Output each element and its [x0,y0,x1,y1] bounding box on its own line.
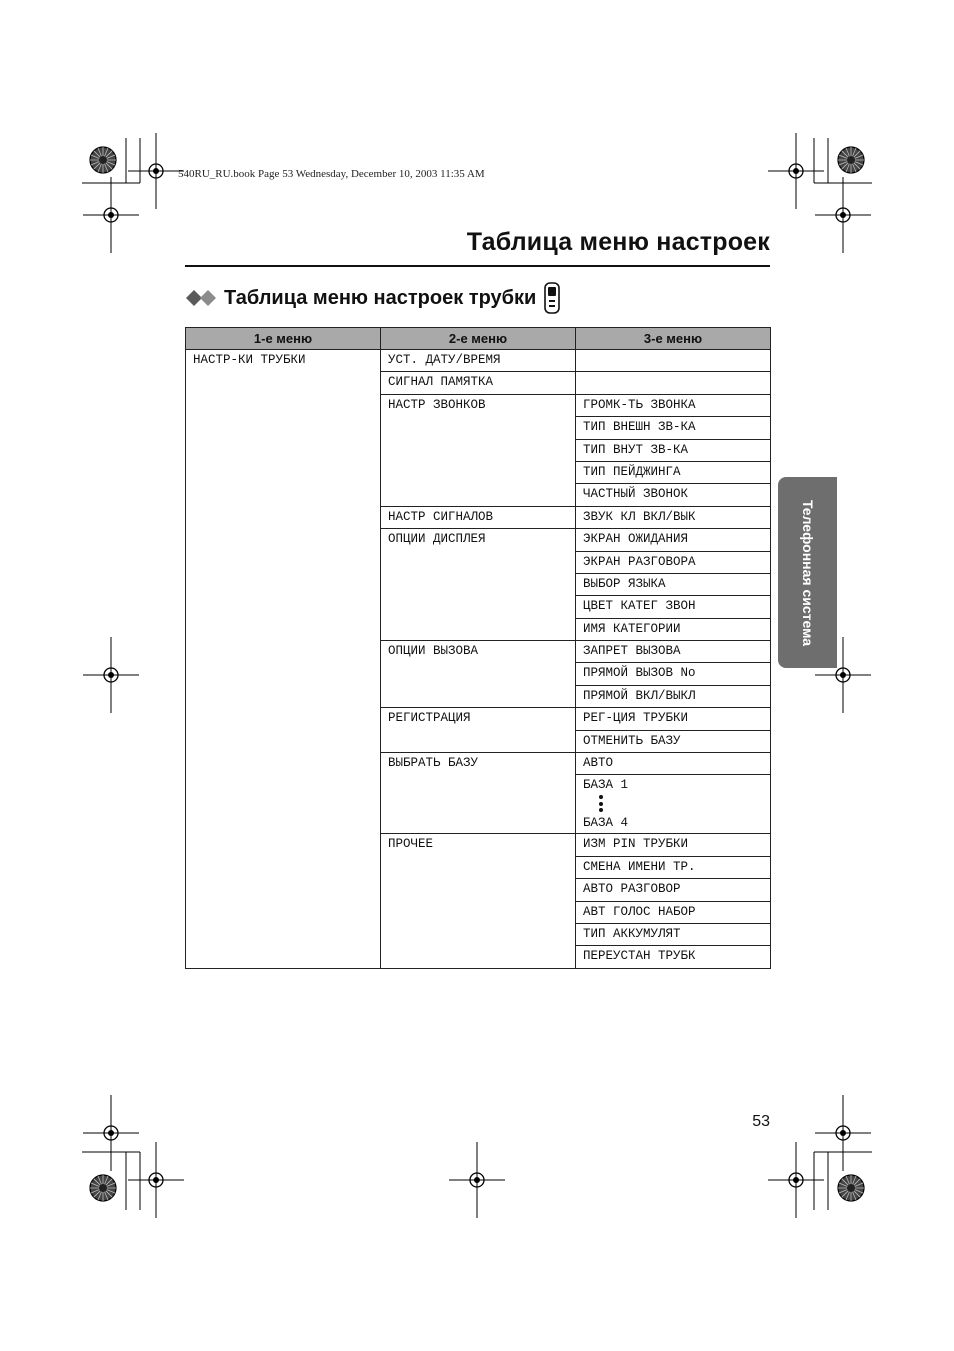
side-tab [778,477,837,668]
menu-3-cell: ЗВУК КЛ ВКЛ/ВЫК [576,506,771,528]
header-menu-1: 1-е меню [186,328,381,350]
settings-menu-table [185,327,771,969]
menu-2-cell: ОПЦИИ ДИСПЛЕЯ [381,529,576,641]
menu-3-cell: ЦВЕТ КАТЕГ ЗВОН [576,596,771,618]
menu-2-cell: ПРОЧЕЕ [381,834,576,968]
menu-3-cell: ПРЯМОЙ ВКЛ/ВЫКЛ [576,685,771,707]
header-menu-3: 3-е меню [576,328,771,350]
menu-2-cell: СИГНАЛ ПАМЯТКА [381,372,576,394]
menu-2-cell: НАСТР СИГНАЛОВ [381,506,576,528]
menu-3-cell: ПРЯМОЙ ВЫЗОВ No [576,663,771,685]
section-title: Таблица меню настроек трубки [224,286,537,309]
menu-3-cell: ТИП АККУМУЛЯТ [576,923,771,945]
side-tab-label: Телефонная система [799,499,816,646]
menu-3-cell: ОТМЕНИТЬ БАЗУ [576,730,771,752]
menu-2-cell: НАСТР ЗВОНКОВ [381,394,576,506]
menu-3-cell: ЧАСТНЫЙ ЗВОНОК [576,484,771,506]
menu-3-cell: ТИП ПЕЙДЖИНГА [576,461,771,483]
menu-2-cell: ВЫБРАТЬ БАЗУ [381,753,576,834]
page-title: Таблица меню настроек [466,228,770,256]
menu-3-cell: ИЗМ PIN ТРУБКИ [576,834,771,856]
table-row [186,350,771,372]
range-start-label: БАЗА 1 [583,778,629,793]
handset-icon [544,282,560,314]
menu-3-cell: ЭКРАН ОЖИДАНИЯ [576,529,771,551]
title-divider [185,265,770,267]
section-heading [186,282,560,314]
menu-2-cell: УСТ. ДАТУ/ВРЕМЯ [381,350,576,372]
menu-3-cell: СМЕНА ИМЕНИ ТР. [576,856,771,878]
header-menu-2: 2-е меню [381,328,576,350]
menu-3-cell: ЗАПРЕТ ВЫЗОВА [576,641,771,663]
double-diamond-icon [186,290,218,306]
vertical-ellipsis-icon [599,795,603,812]
menu-3-cell: ТИП ВНУТ ЗВ-КА [576,439,771,461]
table-header-row [186,328,771,350]
menu-3-cell [576,775,771,834]
menu-1-cell: НАСТР-КИ ТРУБКИ [186,350,381,969]
menu-2-cell: РЕГИСТРАЦИЯ [381,708,576,753]
menu-3-cell: ГРОМК-ТЬ ЗВОНКА [576,394,771,416]
menu-3-cell: ИМЯ КАТЕГОРИИ [576,618,771,640]
menu-3-cell: АВТ ГОЛОС НАБОР [576,901,771,923]
book-info: 540RU_RU.book Page 53 Wednesday, December 10, 2003 11:35 AM [178,168,485,180]
menu-3-cell: ТИП ВНЕШН ЗВ-КА [576,417,771,439]
menu-2-cell: ОПЦИИ ВЫЗОВА [381,641,576,708]
menu-3-cell: ПЕРЕУСТАН ТРУБК [576,946,771,968]
menu-3-cell [576,350,771,372]
menu-3-cell: ЭКРАН РАЗГОВОРА [576,551,771,573]
menu-3-cell: ВЫБОР ЯЗЫКА [576,573,771,595]
range-end-label: БАЗА 4 [583,815,629,830]
menu-3-cell: АВТО РАЗГОВОР [576,879,771,901]
menu-3-cell: АВТО [576,753,771,775]
menu-3-cell [576,372,771,394]
menu-3-cell: РЕГ-ЦИЯ ТРУБКИ [576,708,771,730]
page-number: 53 [752,1113,770,1130]
